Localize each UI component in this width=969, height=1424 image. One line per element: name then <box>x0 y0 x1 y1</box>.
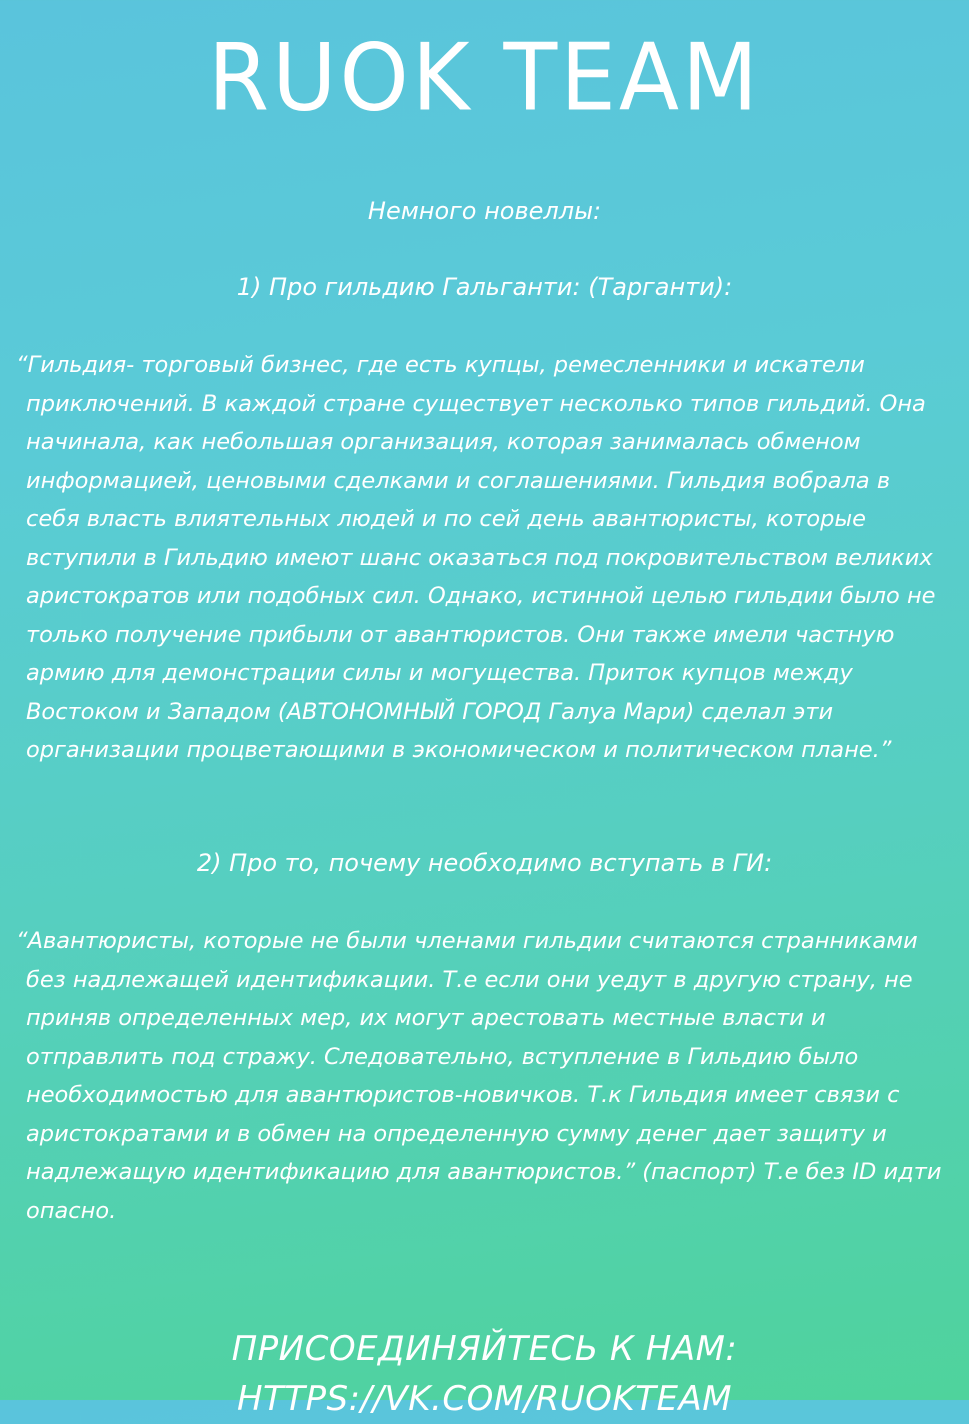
footer-join-link[interactable]: ПРИСОЕДИНЯЙТЕСЬ К НАМ: HTTPS://VK.COM/RUOKTEAM <box>231 1329 738 1419</box>
section-heading-joining: 2) Про то, почему необходимо вступать в ГИ: <box>196 849 773 877</box>
section-text-guild: “Гильдия- торговый бизнес, где есть купцы, ремесленники и искатели приключений. В каждой стране существует несколько типов гильдий. Она начинала, как небольшая организация, которая занималась обменом информацией, ценовыми сделками и соглашениями. Гильдия вобрала в себя власть влиятельных людей и по сей день авантюристы, которые вступили в Гильдию имеют шанс оказаться под покровительством великих аристократов или подобных сил. Однако, истинной целью гильдии было не только получение прибыли от авантюристов. Они также имели частную армию для демонстрации силы и могущества. Приток купцов между Востоком и Западом (АВТОНОМНЫЙ ГОРОД Галуа Мари) сделал эти организации процветающими в экономическом и политическом плане.” <box>16 352 936 763</box>
team-title: RUOK TEAM <box>208 23 761 132</box>
section-heading-guild: 1) Про гильдию Гальганти: (Тарганти): <box>236 273 733 301</box>
section-text-joining: “Авантюристы, которые не были членами гильдии считаются странниками без надлежащей идентификации. Т.е если они уедут в другую страну, не приняв определенных мер, их могут арестовать местные власти и отправлить под стражу. Следовательно, вступление в Гильдию было необходимостью для авантюристов-новичков. Т.к Гильдия имеет связи с аристократами и в обмен на определенную сумму денег дает защиту и надлежащую идентификацию для авантюристов.” (паспорт) Т.е без ID идти опасно. <box>16 928 942 1224</box>
intro-heading: Немного новеллы: <box>367 197 602 225</box>
